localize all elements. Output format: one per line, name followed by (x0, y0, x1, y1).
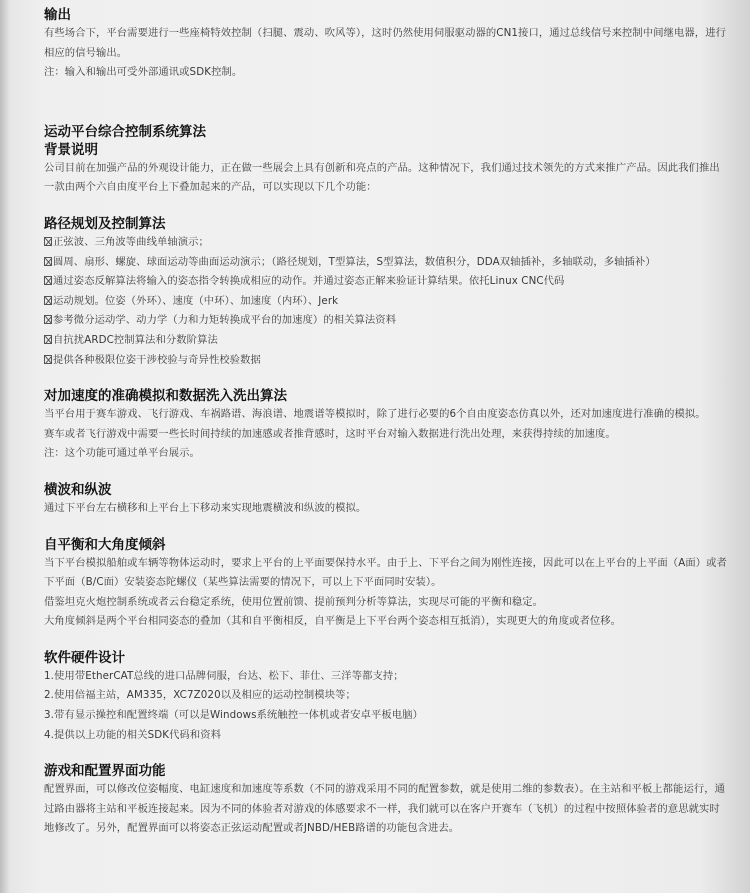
checkbox-icon (44, 355, 52, 364)
subsection-title-background: 背景说明 (44, 141, 98, 158)
list-item: 4.提供以上功能的相关SDK代码和资料 (44, 728, 222, 741)
section-title-software-hardware: 软件硬件设计 (44, 649, 125, 666)
paragraph: 赛车或者飞行游戏中需要一些长时间持续的加速感或者推背感时，这时平台对输入数据进行洗出处理，来获得持续的加速度。 (44, 427, 616, 440)
paragraph: 借鉴坦克火炮控制系统或者云台稳定系统，使用位置前馈、提前预判分析等算法，实现尽可能的平衡和稳定。 (44, 595, 544, 608)
list-item: 自抗扰ARDC控制算法和分数阶算法 (44, 331, 730, 351)
note: 注：这个功能可通过单平台展示。 (44, 447, 200, 460)
checkbox-icon (44, 296, 52, 305)
list (44, 667, 730, 745)
paragraph: 当下平台模拟船舶或车辆等物体运动时，要求上平台的上平面要保持水平。由于上、下平台之间为刚性连接，因此可以在上平台的上平面（A面）或者下平面（B/C面）安装姿态陀螺仪（某些算法需要的情况下，可以上下平面同时安装）。 (44, 556, 727, 589)
list-item: 圆周、扇形、螺旋、球面运动等曲面运动演示；（路径规划，T型算法，S型算法，数值积分，DDA双轴插补，多轴联动，多轴插补） (44, 253, 730, 273)
list-item: 正弦波、三角波等曲线单轴演示； (44, 233, 730, 253)
note: 注：输入和输出可受外部通讯或SDK控制。 (44, 66, 243, 79)
paragraph: 当平台用于赛车游戏、飞行游戏、车祸路谱、海浪谱、地震谱等模拟时，除了进行必要的6个自由度姿态仿真以外，还对加速度进行准确的模拟。 (44, 408, 706, 421)
paragraph: 大角度倾斜是两个平台相同姿态的叠加（其和自平衡相反，自平衡是上下平台两个姿态相互抵消），实现更大的角度或者位移。 (44, 615, 622, 628)
paragraph: 配置界面，可以修改位姿幅度、电缸速度和加速度等系数（不同的游戏采用不同的配置参数，就是使用二维的参数表）。在主站和平板上都能运行，通过路由器将主站和平板连接起来。因为不同的体验者对游戏的体感要求不一样，我们就可以在客户开赛车（飞机）的过程中按照体验者的意思就实时地修改了。另外，配置界面可以将姿态正弦运动配置或者JNBD/HEB路谱的功能包含进去。 (44, 783, 726, 835)
section-title-waves: 横波和纵波 (44, 481, 112, 498)
list-item: 通过姿态反解算法将输入的姿态指令转换成相应的动作。并通过姿态正解来验证计算结果。依托Linux CNC代码 (44, 272, 730, 292)
section-title-algorithm: 运动平台综合控制系统算法 (44, 123, 206, 140)
checkbox-icon (44, 237, 52, 246)
paragraph: 有些场合下，平台需要进行一些座椅特效控制（扫腿、震动、吹风等），这时仍然使用伺服驱动器的CN1接口，通过总线信号来控制中间继电器，进行相应的信号输出。 (44, 27, 726, 59)
checkbox-icon (44, 276, 52, 285)
checkbox-icon (44, 335, 52, 344)
paragraph: 公司目前在加强产品的外观设计能力，正在做一些展会上具有创新和亮点的产品。这种情况下，我们通过技术领先的方式来推广产品。因此我们推出一款由两个六自由度平台上下叠加起来的产品，可以实现以下几个功能： (44, 161, 720, 194)
list-item: 3.带有显示操控和配置终端（可以是Windows系统触控一体机或者安卓平板电脑） (44, 709, 423, 722)
section-title-config-ui: 游戏和配置界面功能 (44, 763, 166, 780)
list-item: 运动规划。位姿（外环）、速度（中环）、加速度（内环）、Jerk (44, 292, 730, 312)
list-item: 参考微分运动学、动力学（力和力矩转换成平台的加速度）的相关算法资料 (44, 311, 730, 331)
list-item: 提供各种极限位姿干涉校验与奇异性校验数据 (44, 351, 730, 371)
list (44, 233, 730, 370)
list-item: 2.使用倍福主站，AM335，XC7Z020以及相应的运动控制模块等； (44, 689, 356, 702)
checkbox-icon (44, 315, 52, 324)
paragraph: 通过下平台左右横移和上平台上下移动来实现地震横波和纵波的模拟。 (44, 501, 367, 514)
section-title-output: 输出 (44, 7, 71, 23)
checkbox-icon (44, 257, 52, 266)
list-item: 1.使用带EtherCAT总线的进口品牌伺服，台达、松下、菲仕、三洋等都支持； (44, 669, 404, 682)
section-title-path-planning: 路径规划及控制算法 (44, 215, 166, 232)
section-title-acceleration: 对加速度的准确模拟和数据洗入洗出算法 (44, 388, 287, 405)
section-title-self-balance: 自平衡和大角度倾斜 (44, 536, 166, 553)
